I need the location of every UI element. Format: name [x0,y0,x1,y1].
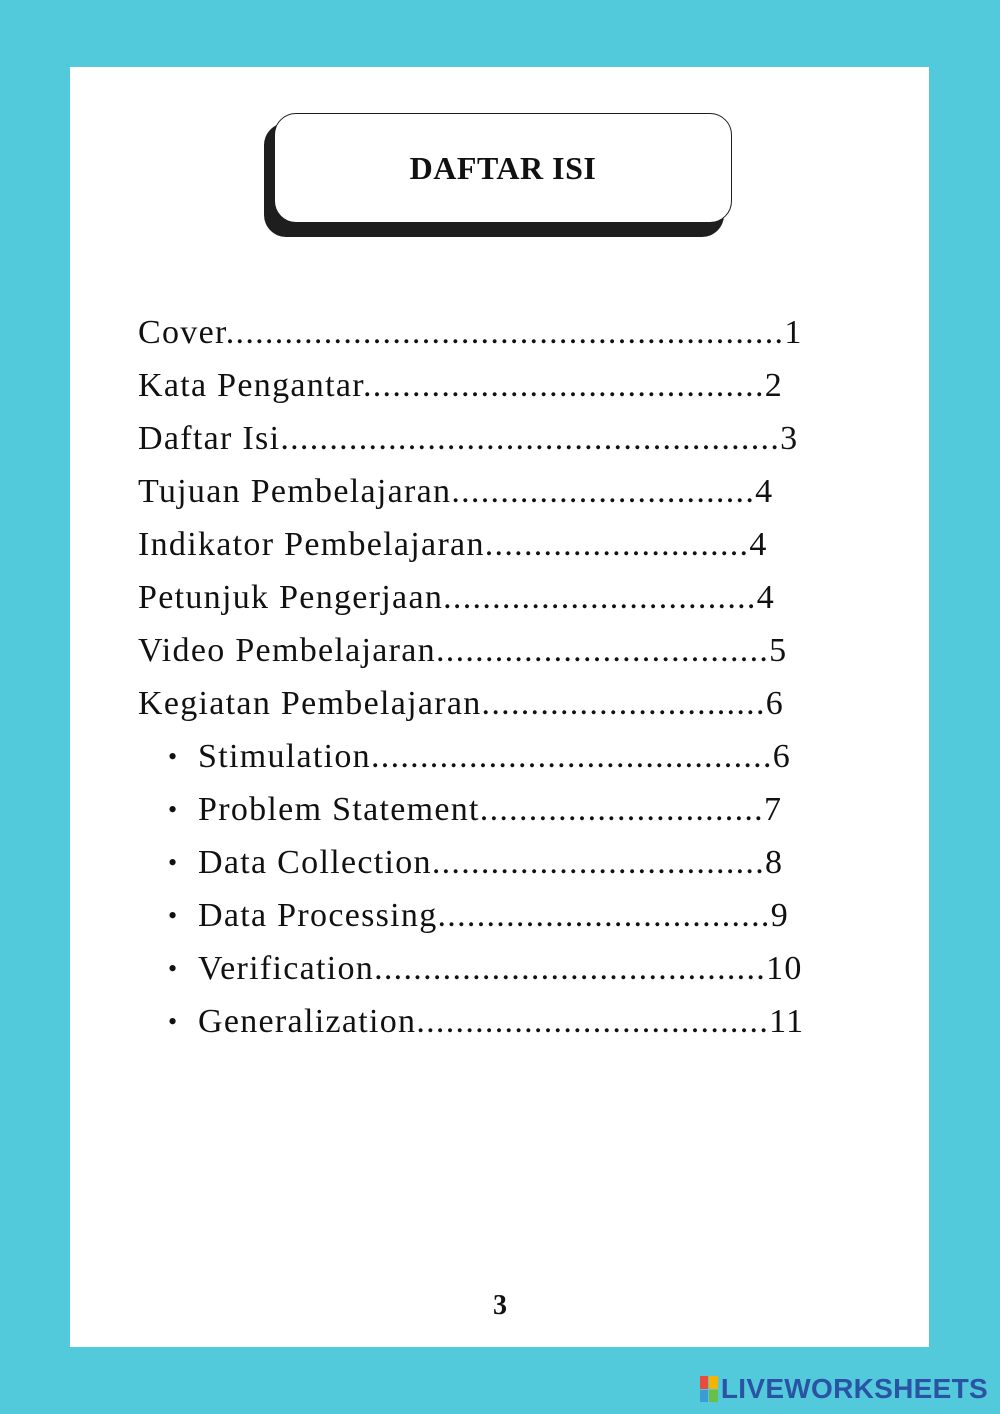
toc-entry-text: Daftar Isi...................................................3 [138,420,799,457]
bullet-icon: • [168,795,179,824]
page-title: DAFTAR ISI [409,149,597,186]
bullet-icon: • [168,848,179,877]
toc-entry-text: Data Processing..................................9 [198,897,790,934]
toc-subitem [138,889,878,942]
toc-entry-text: Petunjuk Pengerjaan................................4 [138,579,776,616]
toc-entry-text: Cover.........................................................1 [138,314,803,351]
toc-item [138,518,878,571]
toc-entry-text: Verification........................................10 [198,950,803,987]
toc-entry-text: Data Collection..................................8 [198,844,784,881]
title-box [274,113,732,223]
bullet-icon: • [168,1007,179,1036]
toc-entry-text: Indikator Pembelajaran...........................4 [138,526,768,563]
toc-item [138,359,878,412]
title-banner [264,113,736,237]
toc-item [138,465,878,518]
bullet-icon: • [168,742,179,771]
toc-item [138,624,878,677]
bullet-icon: • [168,901,179,930]
toc-item [138,412,878,465]
table-of-contents [138,306,878,1048]
brand-watermark [700,1372,988,1406]
toc-entry-text: Kegiatan Pembelajaran.............................6 [138,685,785,722]
toc-item [138,306,878,359]
toc-subitem [138,995,878,1048]
toc-entry-text: Video Pembelajaran..................................5 [138,632,788,669]
toc-entry-text: Kata Pengantar.........................................2 [138,367,784,404]
toc-entry-text: Problem Statement.............................7 [198,791,783,828]
page-number: 3 [493,1290,507,1321]
brand-name: LIVEWORKSHEETS [720,1373,988,1404]
liveworksheets-logo-icon [700,1376,718,1402]
toc-entry-text: Stimulation.........................................6 [198,738,792,775]
toc-subitem [138,783,878,836]
bullet-icon: • [168,954,179,983]
toc-subitem [138,942,878,995]
toc-entry-text: Tujuan Pembelajaran...............................4 [138,473,774,510]
toc-item [138,571,878,624]
toc-subitem [138,836,878,889]
toc-item [138,677,878,730]
toc-subitem [138,730,878,783]
toc-entry-text: Generalization....................................11 [198,1003,805,1040]
